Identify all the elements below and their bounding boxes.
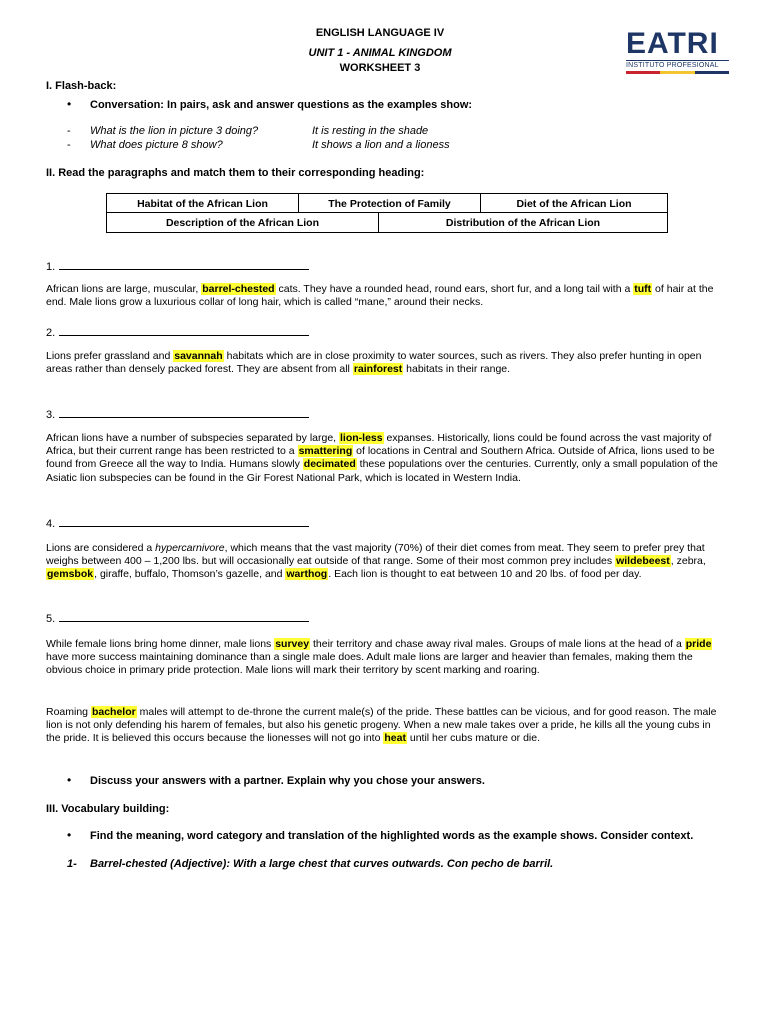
answer-blank-5[interactable]	[46, 611, 309, 626]
answer-blank-3[interactable]	[46, 407, 309, 422]
vocab-word: bachelor	[91, 706, 136, 718]
course-title: ENGLISH LANGUAGE IV	[315, 27, 445, 39]
heading-description: Description of the African Lion	[106, 213, 379, 233]
vocab-word: wildebeest	[616, 555, 670, 568]
discuss-instruction: Discuss your answers with a partner. Explain why you chose your answers.	[90, 775, 485, 787]
paragraph-6: Roaming bachelor males will attempt to de-throne the current male(s) of the pride. These battles can be vicious, and for good reason. The male lion is not only defending his harem of females, but also his genetic progeny. When a new male takes over a pride, he kills all the young cubs in the pride. It is believed this occurs because the lionesses will not go into heat until her cubs mature or die.	[46, 706, 717, 745]
answer-blank-1[interactable]	[46, 259, 309, 274]
logo-text: EATRI	[626, 27, 719, 60]
logo-subtitle: INSTITUTO PROFESIONAL	[626, 62, 719, 69]
vocab-word: smattering	[298, 445, 353, 458]
worksheet-title: WORKSHEET 3	[339, 62, 421, 74]
section3-title: III. Vocabulary building:	[46, 803, 170, 815]
answer-blank-4[interactable]	[46, 516, 309, 531]
example-question: What does picture 8 show?	[90, 139, 223, 151]
section1-instruction: Conversation: In pairs, ask and answer questions as the examples show:	[90, 99, 473, 111]
blank-number: 4.	[46, 518, 56, 530]
logo-color-bar	[626, 71, 729, 74]
example-answer: It shows a lion and a lioness	[312, 139, 450, 151]
vocab-word: savannah	[174, 350, 223, 362]
section3-instruction: Find the meaning, word category and translation of the highlighted words as the example shows. Consider context.	[90, 830, 694, 842]
paragraph-2: Lions prefer grassland and savannah habitats which are in close proximity to water sources, such as rivers. They also prefer hunting in open areas rather than densely packed forest. They are absent from all rainforest habitats in their range.	[46, 350, 702, 376]
heading-diet: Diet of the African Lion	[481, 193, 668, 213]
vocab-word: tuft	[634, 283, 652, 295]
heading-habitat: Habitat of the African Lion	[106, 193, 299, 213]
bullet-icon: •	[67, 828, 72, 842]
bullet-icon: •	[67, 97, 72, 111]
blank-number: 2.	[46, 327, 56, 339]
paragraph-1: African lions are large, muscular, barrel-chested cats. They have a rounded head, round ears, short fur, and a long tail with a tuft of hair at the end. Male lions grow a luxurious collar of long hair, which is called “mane,” around their necks.	[46, 283, 714, 309]
example-answer: It is resting in the shade	[312, 125, 429, 137]
blank-number: 5.	[46, 613, 56, 625]
vocab-word: warthog	[286, 568, 328, 581]
headings-box	[106, 193, 668, 233]
blank-number: 1.	[46, 261, 56, 273]
vocab-word: gemsbok	[47, 568, 94, 581]
bullet-icon: •	[67, 773, 72, 787]
paragraph-4: Lions are considered a hypercarnivore, which means that the vast majority (70%) of their diet comes from meat. They seem to prefer prey that weighs between 400 – 1,200 lbs. but will occasionally eat outside of that range. Some of their most common prey includes wildebeest, zebra, gemsbok, giraffe, buffalo, Thomson’s gazelle, and warthog. Each lion is thought to eat between 10 and 20 lbs. of food per day.	[46, 542, 706, 581]
heading-distribution: Distribution of the African Lion	[379, 213, 668, 233]
blank-number: 3.	[46, 409, 56, 421]
section2-title: II. Read the paragraphs and match them to their corresponding heading:	[46, 167, 425, 179]
vocab-example: Barrel-chested (Adjective): With a large chest that curves outwards. Con pecho de barril.	[90, 858, 554, 870]
paragraph-5: While female lions bring home dinner, male lions survey their territory and chase away rival males. Groups of male lions at the head of a pride have more success maintaining dominance than a single male does. Adult male lions are larger and heavier than females, making them the obvious choice in primary pride protection. Male lions will mark their territory by scent marking and roaring.	[46, 638, 712, 677]
section1-title: I. Flash-back:	[46, 80, 117, 92]
unit-title: UNIT 1 - ANIMAL KINGDOM	[308, 47, 452, 59]
example-dash: -	[67, 139, 71, 151]
vocab-word: lion-less	[340, 432, 383, 444]
example-dash: -	[67, 125, 71, 137]
eatri-logo	[626, 29, 736, 74]
vocab-word: survey	[275, 638, 310, 650]
vocab-word: heat	[384, 732, 406, 745]
paragraph-3: African lions have a number of subspecies separated by large, lion-less expanses. Historically, lions could be found across the vast majority of Africa, but their current range has been restricted to a smattering of locations in Central and Southern Africa. Outside of Africa, lions used to be found from Greece all the way to India. Humans slowly decimated these populations over the centuries. Currently, only a small population of the Asiatic lion subspecies can be found in the Gir Forest National Park, which is located in Western India.	[46, 432, 718, 484]
vocab-word: decimated	[303, 458, 356, 471]
vocab-word: barrel-chested	[202, 283, 275, 295]
heading-protection: The Protection of Family	[299, 193, 481, 213]
vocab-word: rainforest	[353, 363, 403, 376]
example-question: What is the lion in picture 3 doing?	[90, 125, 259, 137]
answer-blank-2[interactable]	[46, 325, 309, 340]
vocab-word: pride	[685, 638, 712, 650]
example-number: 1-	[67, 858, 77, 870]
